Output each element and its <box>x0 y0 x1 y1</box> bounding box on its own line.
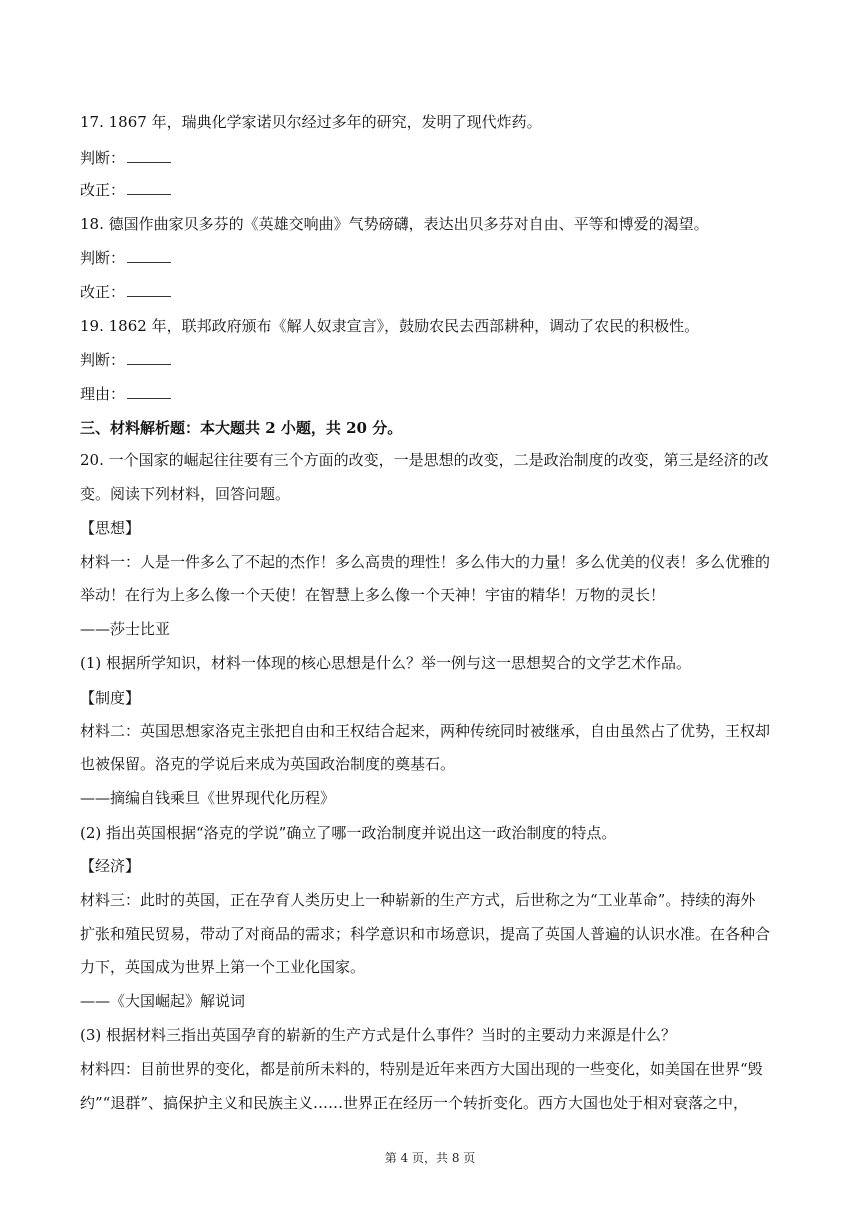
answer-blank <box>127 282 171 297</box>
q17-fix-row <box>80 180 780 200</box>
material-3-line2: 扩张和殖民贸易，带动了对商品的需求；科学意识和市场意识，提高了英国人普遍的认识水准。在各种合 <box>80 925 771 943</box>
answer-blank <box>127 384 171 399</box>
material-3-source: ——《大国崛起》解说词 <box>80 992 246 1010</box>
material-2-source: ——摘编自钱乘旦《世界现代化历程》 <box>80 789 336 807</box>
answer-blank <box>127 248 171 263</box>
question-20-intro-line2: 变。阅读下列材料，回答问题。 <box>80 485 291 503</box>
sub-question-1: (1) 根据所学知识，材料一体现的核心思想是什么？举一例与这一思想契合的文学艺术作品。 <box>80 654 692 672</box>
fix-label: 改正： <box>80 181 126 199</box>
answer-blank <box>127 350 171 365</box>
answer-blank <box>127 180 171 195</box>
fix-label: 改正： <box>80 283 126 301</box>
material-1-source: ——莎士比亚 <box>80 620 171 638</box>
q17-judge-row <box>80 148 780 168</box>
system-heading: 【制度】 <box>80 689 141 707</box>
question-19: 19. 1862 年，联邦政府颁布《解人奴隶宣言》，鼓励农民去西部耕种，调动了农民的积极性。 <box>80 317 700 335</box>
question-18: 18. 德国作曲家贝多芬的《英雄交响曲》气势磅礴，表达出贝多芬对自由、平等和博爱的渴望。 <box>80 215 709 233</box>
answer-blank <box>127 148 171 163</box>
material-2-line2: 也被保留。洛克的学说后来成为英国政治制度的奠基石。 <box>80 755 456 773</box>
judge-label: 判断： <box>80 149 126 167</box>
material-1-line1: 材料一：人是一件多么了不起的杰作！多么高贵的理性！多么伟大的力量！多么优美的仪表！多么优雅的 <box>80 553 771 571</box>
thought-heading: 【思想】 <box>80 519 141 537</box>
material-4-line2: 约”“退群”、搞保护主义和民族主义……世界正在经历一个转折变化。西方大国也处于相对衰落之中， <box>80 1094 749 1112</box>
material-2-line1: 材料二：英国思想家洛克主张把自由和王权结合起来，两种传统同时被继承，自由虽然占了优势，王权却 <box>80 722 771 740</box>
economy-heading: 【经济】 <box>80 857 141 875</box>
judge-label: 判断： <box>80 351 126 369</box>
page-number: 第 4 页，共 8 页 <box>384 1151 476 1165</box>
section-heading: 三、材料解析题：本大题共 2 小题，共 20 分。 <box>80 419 403 437</box>
material-1-line2: 举动！在行为上多么像一个天使！在智慧上多么像一个天神！宇宙的精华！万物的灵长！ <box>80 586 666 604</box>
q18-judge-row <box>80 248 780 268</box>
question-17: 17. 1867 年，瑞典化学家诺贝尔经过多年的研究，发明了现代炸药。 <box>80 113 542 131</box>
q19-judge-row <box>80 350 780 370</box>
sub-question-3: (3) 根据材料三指出英国孕育的崭新的生产方式是什么事件？当时的主要动力来源是什么？ <box>80 1026 677 1044</box>
judge-label: 判断： <box>80 249 126 267</box>
sub-question-2: (2) 指出英国根据“洛克的学说”确立了哪一政治制度并说出这一政治制度的特点。 <box>80 824 617 842</box>
question-20-intro-line1: 20. 一个国家的崛起往往要有三个方面的改变，一是思想的改变，二是政治制度的改变，第三是经济的改 <box>80 451 769 469</box>
reason-label: 理由： <box>80 385 126 403</box>
q18-fix-row <box>80 282 780 302</box>
q19-reason-row <box>80 384 780 404</box>
material-3-line3: 力下，英国成为世界上第一个工业化国家。 <box>80 958 366 976</box>
material-4-line1: 材料四：目前世界的变化，都是前所未料的，特别是近年来西方大国出现的一些变化，如美国在世界“毁 <box>80 1060 763 1078</box>
material-3-line1: 材料三：此时的英国，正在孕育人类历史上一种崭新的生产方式，后世称之为“工业革命”。持续的海外 <box>80 891 756 909</box>
